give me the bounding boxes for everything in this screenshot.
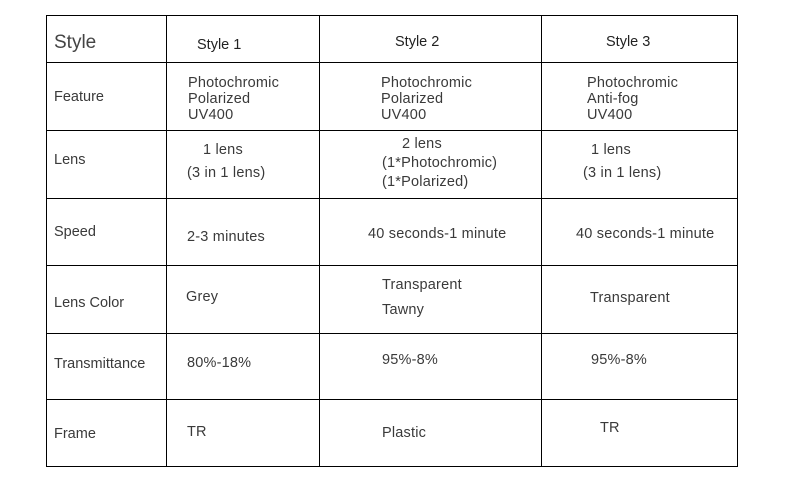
feature-style-2 (381, 75, 472, 123)
header-style-1: Style 1 (197, 37, 242, 53)
feature-line: Photochromic (188, 75, 280, 91)
feature-line: Photochromic (587, 75, 679, 91)
lens-line: (3 in 1 lens) (187, 165, 266, 181)
header-style-3: Style 3 (606, 34, 651, 50)
lens-line: (1*Polarized) (382, 174, 469, 190)
lens-line: 2 lens (402, 136, 442, 152)
row-label-feature: Feature (54, 89, 104, 105)
feature-line: Polarized (188, 91, 251, 107)
column-divider (166, 15, 167, 467)
feature-line: UV400 (188, 107, 234, 123)
feature-style-3 (587, 75, 678, 123)
feature-line: Anti-fog (587, 91, 639, 107)
lens-line: (3 in 1 lens) (583, 165, 662, 181)
lens-color-line: Transparent (382, 277, 462, 293)
lens-color-style-3: Transparent (590, 290, 670, 306)
header-style-2: Style 2 (395, 34, 440, 50)
speed-style-2: 40 seconds-1 minute (368, 226, 507, 242)
lens-line: (1*Photochromic) (382, 155, 498, 171)
row-divider (46, 130, 738, 131)
lens-color-style-2 (382, 277, 462, 327)
row-divider (46, 62, 738, 63)
lens-color-line: Tawny (382, 302, 425, 318)
row-label-transmittance: Transmittance (54, 356, 146, 372)
lens-style-3 (583, 142, 661, 188)
table-border-right (737, 15, 738, 467)
transmittance-style-2: 95%-8% (382, 352, 439, 368)
row-label-frame: Frame (54, 426, 96, 442)
lens-line: 1 lens (203, 142, 243, 158)
row-label-lens-color: Lens Color (54, 295, 125, 311)
row-divider (46, 265, 738, 266)
lens-color-style-1: Grey (186, 289, 219, 305)
lens-line: 1 lens (591, 142, 631, 158)
row-divider (46, 399, 738, 400)
table-border-left (46, 15, 47, 467)
row-divider (46, 333, 738, 334)
transmittance-style-1: 80%-18% (187, 355, 252, 371)
feature-line: UV400 (381, 107, 427, 123)
frame-style-3: TR (600, 420, 620, 436)
frame-style-2: Plastic (382, 425, 427, 441)
feature-style-1 (188, 75, 279, 123)
row-label-speed: Speed (54, 224, 96, 240)
lens-style-1 (187, 142, 265, 188)
row-label-lens: Lens (54, 152, 86, 168)
header-corner: Style (54, 32, 97, 53)
table-border-bottom (46, 466, 738, 467)
transmittance-style-3: 95%-8% (591, 352, 648, 368)
column-divider (319, 15, 320, 467)
feature-line: Polarized (381, 91, 444, 107)
frame-style-1: TR (187, 424, 207, 440)
table-border-top (46, 15, 738, 16)
feature-line: UV400 (587, 107, 633, 123)
feature-line: Photochromic (381, 75, 473, 91)
speed-style-1: 2-3 minutes (187, 229, 265, 245)
row-divider (46, 198, 738, 199)
column-divider (541, 15, 542, 467)
speed-style-3: 40 seconds-1 minute (576, 226, 715, 242)
lens-style-2 (382, 136, 497, 193)
